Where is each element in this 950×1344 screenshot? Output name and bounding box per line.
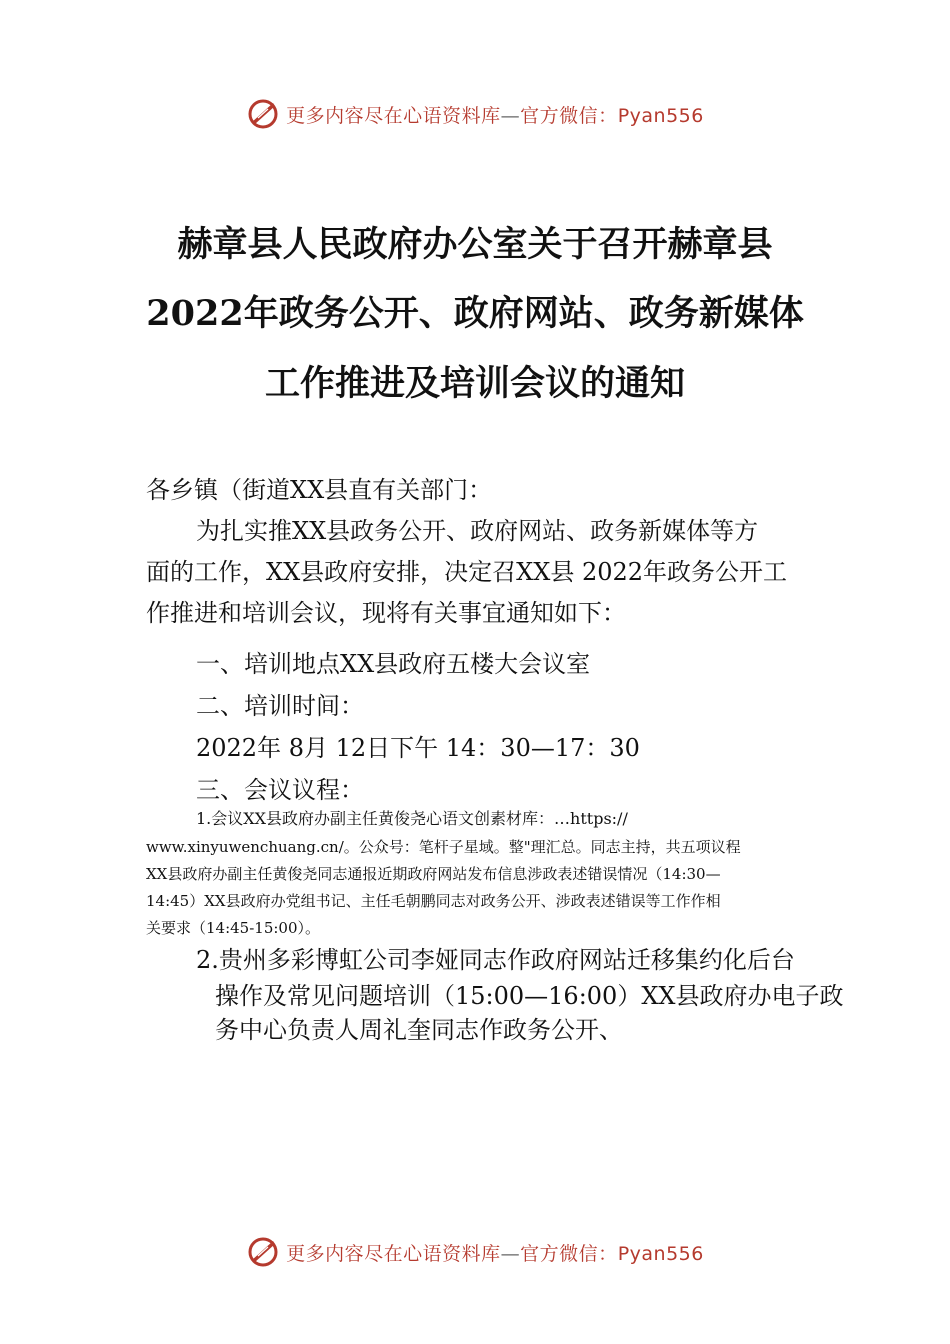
title-line-1: 赫章县人民政府办公室关于召开赫章县	[177, 224, 773, 265]
title-line-2: 2022年政务公开、政府网站、政务新媒体	[146, 293, 804, 334]
agenda-1-line-2: www.xinyuwenchuang.cn/。公众号：笔杆子星域。整"理汇总。同志主持，共五项议程	[146, 838, 741, 856]
watermark-text: 更多内容尽在心语资料库—官方微信：Pyan556	[286, 104, 704, 127]
item-time-value: 2022年 8月 12日下午 14：30—17：30	[196, 734, 640, 762]
watermark-text: 更多内容尽在心语资料库—官方微信：Pyan556	[286, 1242, 704, 1265]
agenda-1-line-4: 14:45）XX县政府办党组书记、主任毛朝鹏同志对政务公开、涉政表述错误等工作作相	[146, 892, 721, 910]
salutation: 各乡镇（街道XX县直有关部门：	[146, 476, 493, 504]
watermark-banner-bottom	[0, 1232, 950, 1272]
intro-line-1: 为扎实推XX县政务公开、政府网站、政务新媒体等方	[196, 517, 759, 545]
agenda-1-line-5: 关要求（14:45-15:00）。	[146, 919, 321, 937]
agenda-2-line-1: 2.贵州多彩博虹公司李娅同志作政府网站迁移集约化后台	[196, 946, 795, 974]
item-agenda-label: 三、会议议程：	[196, 776, 364, 804]
title-line-3: 工作推进及培训会议的通知	[264, 363, 685, 404]
intro-line-3: 作推进和培训会议，现将有关事宜通知如下：	[146, 599, 626, 627]
item-time-label: 二、培训时间：	[196, 692, 364, 720]
intro-line-2: 面的工作，XX县政府安排，决定召XX县 2022年政务公开工	[146, 558, 788, 586]
watermark-banner-top	[0, 94, 950, 134]
agenda-2-line-3: 务中心负责人周礼奎同志作政务公开、	[215, 1016, 623, 1044]
agenda-1-line-3: XX县政府办副主任黄俊尧同志通报近期政府网站发布信息涉政表述错误情况（14:30—	[146, 865, 721, 883]
agenda-2-line-2: 操作及常见问题培训（15:00—16:00）XX县政府办电子政	[215, 982, 844, 1010]
item-location: 一、培训地点XX县政府五楼大会议室	[196, 650, 591, 678]
pen-circle-logo-icon	[246, 1235, 280, 1269]
agenda-1-line-1: 1.会议XX县政府办副主任黄俊尧心语文创素材库：…https://	[196, 809, 628, 828]
pen-circle-logo-icon	[246, 97, 280, 131]
